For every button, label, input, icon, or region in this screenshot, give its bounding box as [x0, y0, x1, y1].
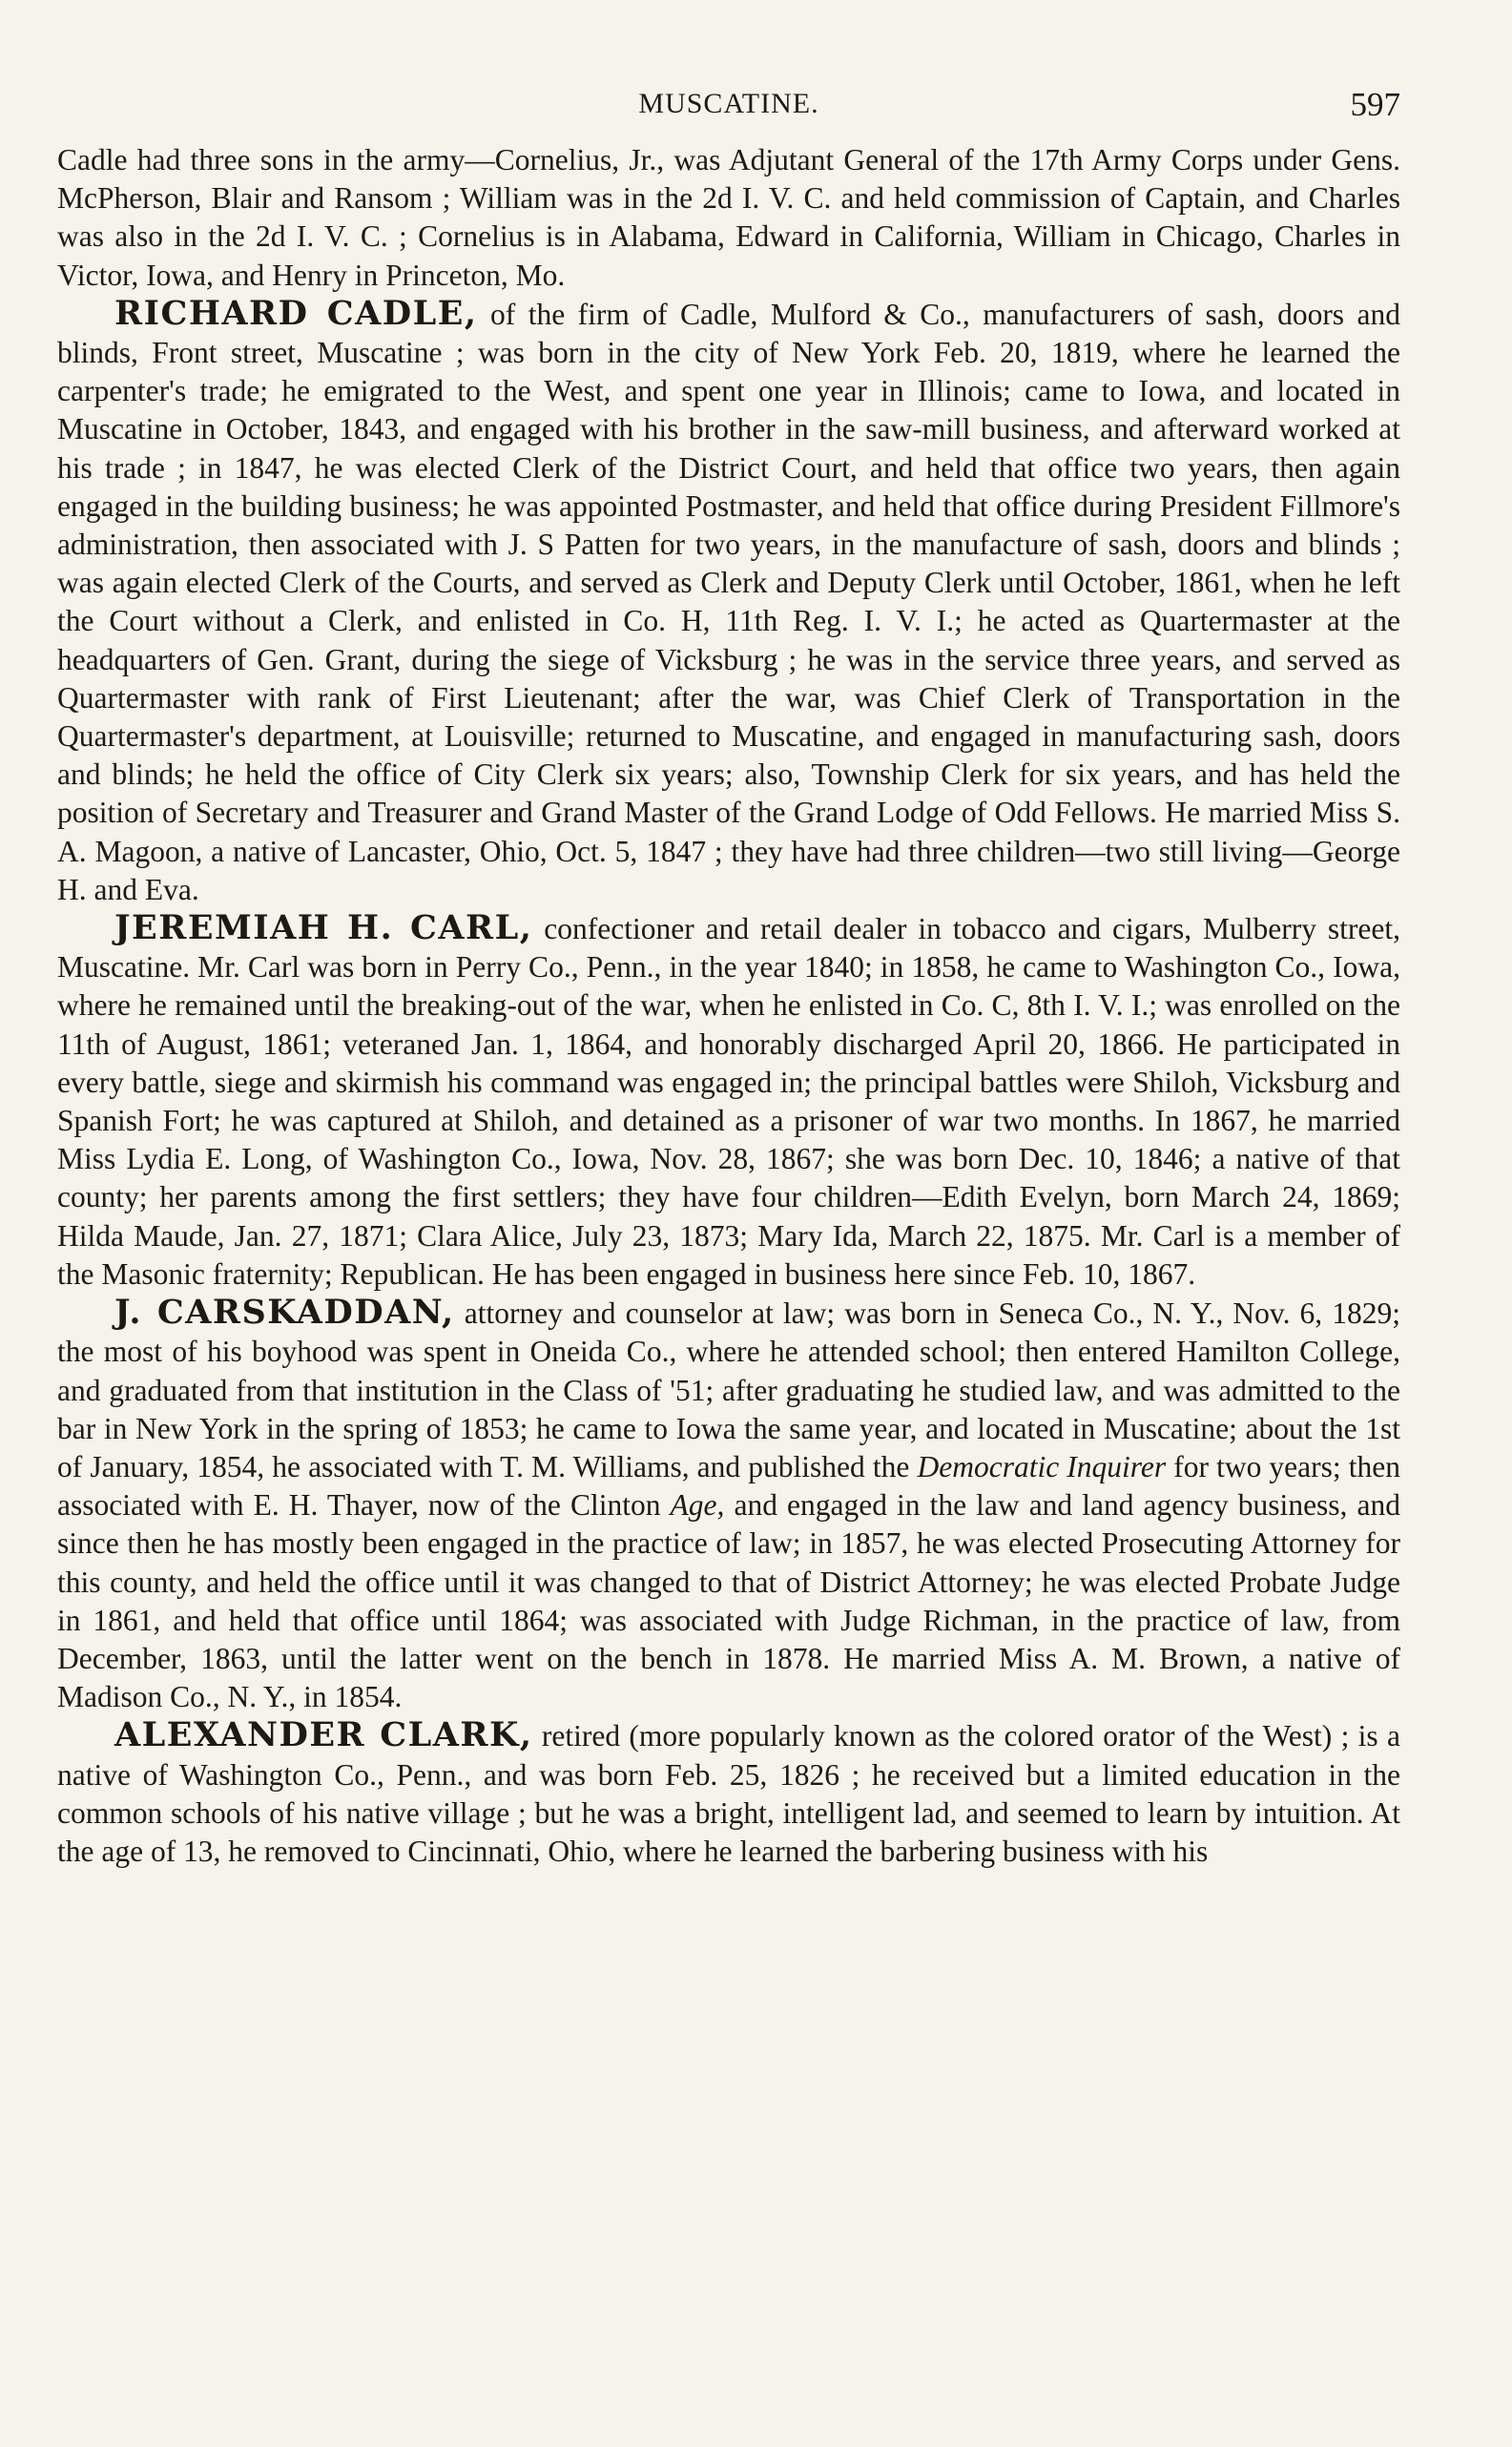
biography-j-carskaddan: [57, 1294, 1400, 1716]
body-text: [57, 141, 1400, 1871]
person-name: ALEXANDER CLARK,: [114, 1715, 533, 1755]
biography-jeremiah-carl: [57, 909, 1400, 1294]
biography-text: retired (more popularly known as the colored orator of the West) ; is a native of Washington Co., Penn., and was born Feb. 25, 1826 ; he received but a limited education in the common schools of his native village ; but he was a bright, intelligent lad, and seemed to learn by intuition. At the age of 13, he removed to Cincinnati, Ohio, where he learned the barbering business with his: [57, 1719, 1400, 1868]
paragraph-cadle-sons: [57, 141, 1400, 295]
paragraph-text: Cadle had three sons in the army—Cornelius, Jr., was Adjutant General of the 17th Army Corps under Gens. McPherson, Blair and Ransom ; William was in the 2d I. V. C. and held commission of Captain, and Charles was also in the 2d I. V. C. ; Cornelius is in Alabama, Edward in California, William in Chicago, Charles in Victor, Iowa, and Henry in Princeton, Mo.: [57, 143, 1400, 292]
person-name: JEREMIAH H. CARL,: [114, 908, 533, 948]
biography-text: attorney and counselor at law; was born in Seneca Co., N. Y., Nov. 6, 1829; the most of his boyhood was spent in Oneida Co., where he attended school; then entered Hamilton College, and graduated from that institution in the Class of '51; after graduating he studied law, and was admitted to the bar in New York in the spring of 1853; he came to Iowa the same year, and located in Muscatine; about the 1st of January, 1854, he associated with T. M. Williams, and published the: [57, 1296, 1400, 1483]
biography-alexander-clark: [57, 1716, 1400, 1871]
running-title: MUSCATINE.: [638, 88, 819, 119]
page-number: 597: [1350, 86, 1400, 123]
biography-text: for two years; then associated with E. H. Thayer, now of the Clinton: [57, 1449, 1400, 1523]
biography-text: and engaged in the law and land agency business, and since then he has mostly been engaged in the practice of law; in 1857, he was elected Prosecuting Attorney for this county, and held the office until it was changed to that of District Attorney; he was elected Probate Judge in 1861, and held that office until 1864; was associated with Judge Richman, in the practice of law, from December, 1863, until the latter went on the bench in 1878. He married Miss A. M. Brown, a native of Madison Co., N. Y., in 1854.: [57, 1488, 1400, 1714]
person-name: RICHARD CADLE,: [114, 293, 478, 333]
page-header: [57, 88, 1400, 132]
newspaper-title: Democratic Inquirer: [917, 1449, 1167, 1483]
biography-text: confectioner and retail dealer in tobacco and cigars, Mulberry street, Muscatine. Mr. Carl was born in Perry Co., Penn., in the year 1840; in 1858, he came to Washington Co., Iowa, where he remained until the breaking-out of the war, when he enlisted in Co. C, 8th I. V. I.; was enrolled on the 11th of August, 1861; veteraned Jan. 1, 1864, and honorably discharged April 20, 1866. He participated in every battle, siege and skirmish his command was engaged in; the principal battles were Shiloh, Vicksburg and Spanish Fort; he was captured at Shiloh, and detained as a prisoner of war two months. In 1867, he married Miss Lydia E. Long, of Washington Co., Iowa, Nov. 28, 1867; she was born Dec. 10, 1846; a native of that county; her parents among the first settlers; they have four children—Edith Evelyn, born March 24, 1869; Hilda Maude, Jan. 27, 1871; Clara Alice, July 23, 1873; Mary Ida, March 22, 1875. Mr. Carl is a member of the Masonic fraternity; Republican. He has been engaged in business here since Feb. 10, 1867.: [57, 912, 1400, 1291]
person-name: J. CARSKADDAN,: [114, 1293, 455, 1333]
newspaper-title: Age,: [670, 1488, 725, 1523]
biography-text: of the firm of Cadle, Mulford & Co., manufacturers of sash, doors and blinds, Front street, Muscatine ; was born in the city of New York Feb. 20, 1819, where he learned the carpenter's trade; he emigrated to the West, and spent one year in Illinois; came to Iowa, and located in Muscatine in October, 1843, and engaged with his brother in the saw-mill business, and afterward worked at his trade ; in 1847, he was elected Clerk of the District Court, and held that office two years, then again engaged in the building business; he was appointed Postmaster, and held that office during President Fillmore's administration, then associated with J. S Patten for two years, in the manufacture of sash, doors and blinds ; was again elected Clerk of the Courts, and served as Clerk and Deputy Clerk until October, 1861, when he left the Court without a Clerk, and enlisted in Co. H, 11th Reg. I. V. I.; he acted as Quartermaster at the headquarters of Gen. Grant, during the siege of Vicksburg ; he was in the service three years, and served as Quartermaster with rank of First Lieutenant; after the war, was Chief Clerk of Transportation in the Quartermaster's department, at Louisville; returned to Muscatine, and engaged in manufacturing sash, doors and blinds; he held the office of City Clerk six years; also, Township Clerk for six years, and has held the position of Secretary and Treasurer and Grand Master of the Grand Lodge of Odd Fellows. He married Miss S. A. Magoon, a native of Lancaster, Ohio, Oct. 5, 1847 ; they have had three children—two still living—George H. and Eva.: [57, 297, 1400, 906]
biography-richard-cadle: [57, 295, 1400, 909]
